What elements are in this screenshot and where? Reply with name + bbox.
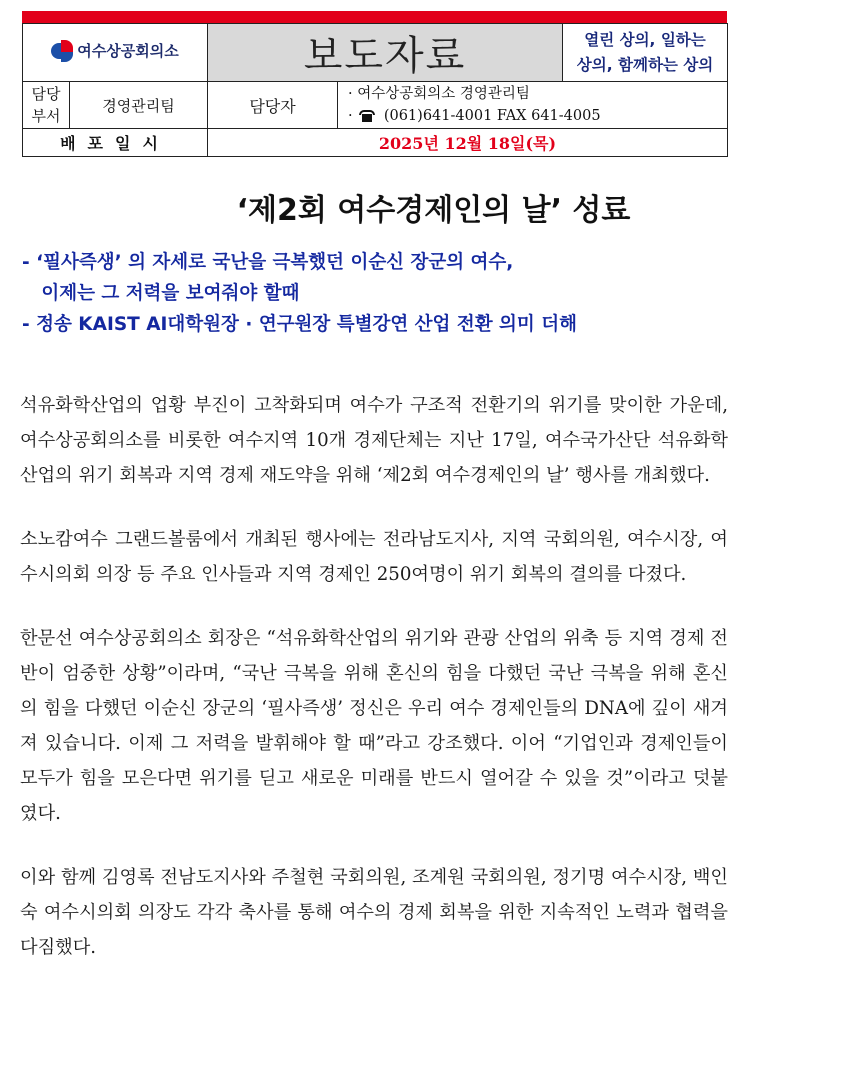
press-release-header: [22, 23, 728, 157]
paragraph: 소노캄여수 그랜드볼룸에서 개최된 행사에는 전라남도지사, 지역 국회의원, 여수시장, 여수시의회 의장 등 주요 인사들과 지역 경제인 250여명이 위기 회복의 결의를 다졌다.: [20, 529, 728, 585]
article-body: [20, 388, 728, 994]
paragraph: 석유화학산업의 업황 부진이 고착화되며 여수가 구조적 전환기의 위기를 맞이한 가운데, 여수상공회의소를 비롯한 여수지역 10개 경제단체는 지난 17일, 여수국가산단 석유화학산업의 위기 회복과 지역 경제 재도약을 위해 ‘제2회 여수경제인의 날’ 행사를 개최했다.: [20, 395, 728, 486]
subheadline-list: [22, 247, 742, 340]
org-logo-cell: [23, 24, 208, 82]
slogan-line-1: 열린 상의, 일하는: [584, 30, 706, 49]
paragraph: 이와 함께 김영록 전남도지사와 주철현 국회의원, 조계원 국회의원, 정기명 여수시장, 백인숙 여수시의회 의장도 각각 축사를 통해 여수의 경제 회복을 위한 지속적인 노력과 협력을 다짐했다.: [20, 867, 728, 958]
subheadline: - ‘필사즉생’ 의 자세로 국난을 극복했던 이순신 장군의 여수,: [22, 252, 514, 273]
chamber-logo-icon: [51, 40, 73, 62]
headline: ‘제2회 여수경제인의 날’ 성료: [236, 193, 631, 228]
release-date-label: 배포일시: [23, 129, 208, 157]
doc-title: 보도자료: [208, 24, 563, 82]
dept-value: 경영관리팀: [70, 82, 208, 129]
contact-label: 담당자: [208, 82, 338, 129]
org-logo: [51, 40, 178, 62]
dept-label: 담당 부서: [23, 82, 70, 129]
contact-line-1: · 여수상공회의소 경영관리팀: [348, 86, 530, 102]
contact-line-2: · (061)641-4001 FAX 641-4005: [348, 108, 601, 124]
release-date-value: 2025년 12월 18일(목): [208, 129, 728, 157]
slogan: [563, 24, 728, 82]
subheadline: - 정송 KAIST AI대학원장 · 연구원장 특별강연 산업 전환 의미 더해: [22, 314, 577, 335]
org-logo-text: 여수상공회의소: [77, 42, 179, 60]
slogan-line-2: 상의, 함께하는 상의: [576, 55, 714, 74]
header-red-bar: [22, 11, 727, 23]
phone-icon: [359, 110, 375, 122]
paragraph: 한문선 여수상공회의소 회장은 “석유화학산업의 위기와 관광 산업의 위축 등 지역 경제 전반이 엄중한 상황”이라며, “국난 극복을 위해 혼신의 힘을 다했던 국난 극복을 위해 혼신의 힘을 다했던 이순신 장군의 ‘필사즉생’ 정신은 우리 여수 경제인들의 DNA에 깊이 새겨져 있습니다. 이제 그 저력을 발휘해야 할 때”라고 강조했다. 이어 “기업인과 경제인들이 모두가 힘을 모은다면 위기를 딛고 새로운 미래를 반드시 열어갈 수 있을 것”이라고 덧붙였다.: [20, 628, 729, 824]
subheadline: 이제는 그 저력을 보여줘야 할때: [22, 283, 300, 304]
contact-info: [338, 82, 728, 129]
